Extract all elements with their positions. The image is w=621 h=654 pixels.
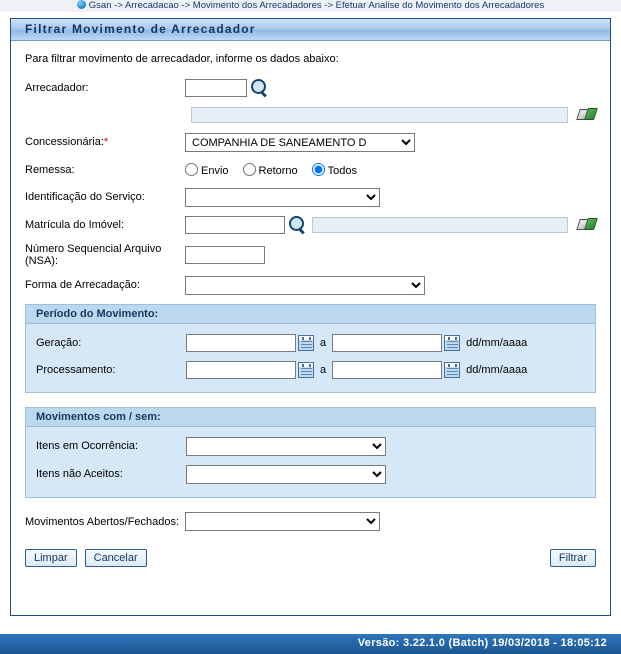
row-identificacao-servico xyxy=(25,188,596,207)
limpar-button[interactable]: Limpar xyxy=(25,549,77,567)
remessa-radio-group xyxy=(185,163,367,177)
panel-body xyxy=(11,41,610,577)
geracao-separator: a xyxy=(320,337,327,349)
label-arrecadador: Arrecadador: xyxy=(25,81,89,94)
row-arrecadador xyxy=(25,79,596,97)
page-container xyxy=(0,12,621,654)
movimentos-abertos-fechados-select[interactable] xyxy=(185,512,380,531)
label-processamento: Processamento: xyxy=(36,363,116,376)
page-title: Filtrar Movimento de Arrecadador xyxy=(11,19,610,41)
geracao-from-input[interactable] xyxy=(186,334,296,352)
itens-ocorrencia-select[interactable] xyxy=(186,437,386,456)
row-forma-arrecadacao xyxy=(25,276,596,295)
remessa-option-retorno[interactable]: Retorno xyxy=(243,163,298,177)
nsa-input[interactable] xyxy=(185,246,265,264)
row-remessa xyxy=(25,161,596,179)
movimentos-com-sem-group xyxy=(25,407,596,498)
matricula-imovel-input[interactable] xyxy=(185,216,285,234)
label-movimentos-abertos-fechados: Movimentos Abertos/Fechados: xyxy=(25,515,180,528)
row-concessionaria xyxy=(25,133,596,152)
calendar-icon[interactable] xyxy=(444,362,460,378)
periodo-movimento-group xyxy=(25,304,596,393)
geracao-to-input[interactable] xyxy=(332,334,442,352)
label-identificacao-servico: Identificação do Serviço: xyxy=(25,191,145,203)
cancelar-button[interactable]: Cancelar xyxy=(85,549,147,567)
label-nsa: Número Sequencial Arquivo (NSA): xyxy=(25,243,162,267)
label-itens-nao-aceitos: Itens não Aceitos: xyxy=(36,468,123,480)
imovel-name-readonly xyxy=(312,217,568,233)
row-processamento xyxy=(36,361,585,379)
geracao-format-hint: dd/mm/aaaa xyxy=(466,337,528,349)
processamento-from-input[interactable] xyxy=(186,361,296,379)
identificacao-servico-select[interactable] xyxy=(185,188,380,207)
processamento-separator: a xyxy=(320,364,327,376)
periodo-movimento-title: Período do Movimento: xyxy=(26,305,595,324)
remessa-option-envio[interactable]: Envio xyxy=(185,163,229,177)
eraser-icon[interactable] xyxy=(576,106,596,124)
forma-arrecadacao-select[interactable] xyxy=(185,276,425,295)
periodo-movimento-body xyxy=(26,324,595,392)
label-forma-arrecadacao: Forma de Arrecadação: xyxy=(25,279,140,291)
row-itens-nao-aceitos xyxy=(36,465,585,484)
magnifier-icon[interactable] xyxy=(288,216,306,234)
movimentos-com-sem-body xyxy=(26,427,595,497)
eraser-icon[interactable] xyxy=(576,216,596,234)
remessa-radio-envio[interactable] xyxy=(185,163,198,176)
row-movimentos-abertos-fechados xyxy=(25,512,596,531)
breadcrumb-text: Gsan -> Arrecadacao -> Movimento dos Arrecadadores -> Efetuar Analise do Movimento dos Arrecadadores xyxy=(88,0,545,11)
row-geracao xyxy=(36,334,585,352)
required-marker: * xyxy=(103,136,109,148)
action-buttons xyxy=(25,549,596,577)
processamento-format-hint: dd/mm/aaaa xyxy=(466,364,528,376)
filter-panel xyxy=(10,18,611,616)
label-concessionaria: Concessionária:* xyxy=(25,136,109,148)
itens-nao-aceitos-select[interactable] xyxy=(186,465,386,484)
label-matricula-imovel: Matrícula do Imóvel: xyxy=(25,218,125,231)
magnifier-icon[interactable] xyxy=(250,79,268,97)
remessa-radio-todos[interactable] xyxy=(312,163,325,176)
row-arrecadador-display xyxy=(25,106,596,124)
remessa-option-todos[interactable]: Todos xyxy=(312,163,357,177)
breadcrumb xyxy=(0,0,621,12)
filtrar-button[interactable]: Filtrar xyxy=(550,549,596,567)
processamento-to-input[interactable] xyxy=(332,361,442,379)
intro-text: Para filtrar movimento de arrecadador, informe os dados abaixo: xyxy=(25,53,339,65)
calendar-icon[interactable] xyxy=(444,335,460,351)
label-itens-ocorrencia: Itens em Ocorrência: xyxy=(36,440,139,452)
calendar-icon[interactable] xyxy=(298,362,314,378)
row-matricula-imovel xyxy=(25,216,596,234)
arrecadador-input[interactable] xyxy=(185,79,247,97)
label-remessa: Remessa: xyxy=(25,163,75,176)
concessionaria-select[interactable] xyxy=(185,133,415,152)
arrecadador-name-readonly xyxy=(191,107,568,123)
row-nsa xyxy=(25,243,596,267)
row-itens-ocorrencia xyxy=(36,437,585,456)
remessa-radio-retorno[interactable] xyxy=(243,163,256,176)
gsan-globe-icon xyxy=(77,0,86,9)
label-geracao: Geração: xyxy=(36,336,82,349)
movimentos-com-sem-title: Movimentos com / sem: xyxy=(26,408,595,427)
footer-version: Versão: 3.22.1.0 (Batch) 19/03/2018 - 18:05:12 xyxy=(0,634,621,654)
calendar-icon[interactable] xyxy=(298,335,314,351)
